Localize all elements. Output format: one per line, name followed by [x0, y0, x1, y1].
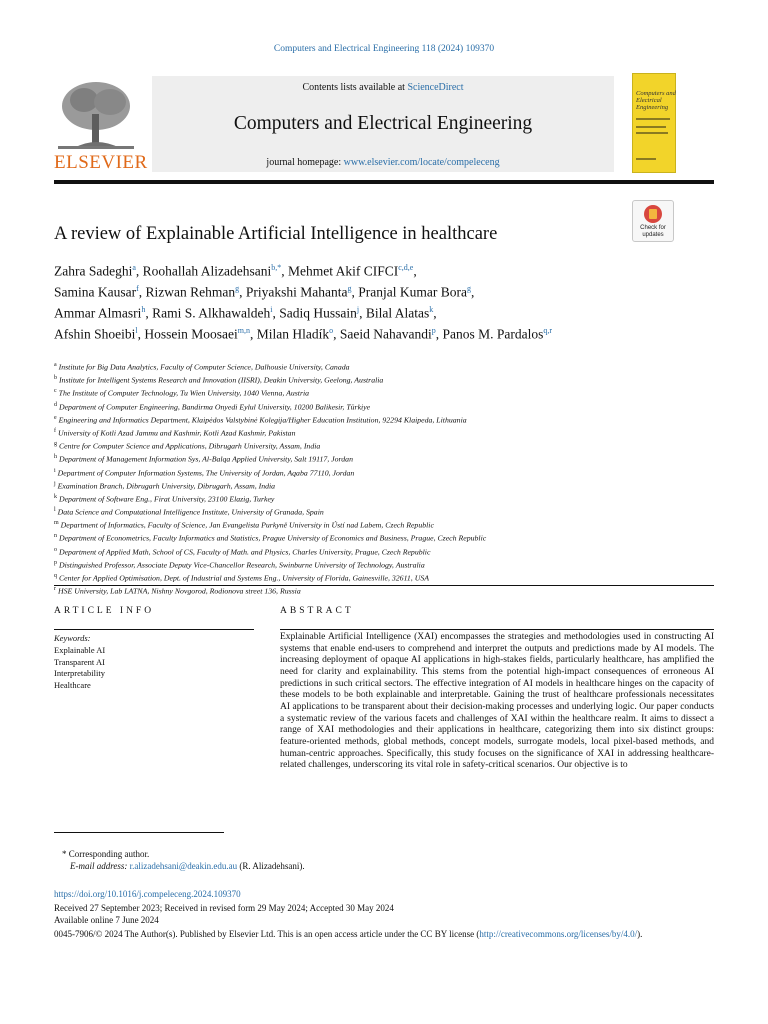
affiliation-item — [54, 439, 714, 452]
author-name[interactable]: Samina Kausar — [54, 284, 137, 300]
author-affiliation-marker[interactable]: q,r — [543, 326, 552, 336]
affiliation-text: Examination Branch, Dibrugarh University, Dibrugarh, Assam, India — [57, 481, 276, 491]
author-affiliation-marker[interactable]: o — [329, 326, 334, 336]
author-name[interactable]: Mehmet Akif CIFCI — [288, 263, 399, 279]
author-list: Zahra Sadeghi$^a$, Roohallah Alizadehsani$^{b,*}$, Mehmet Akif CIFCI$^{c,d,e}$, Samina Kausar$^f$, Rizwan Rehman$^g$, Priyakshi Mahanta$^g$, Pranjal Kumar Bora$^g$, Ammar Almasri$^h$, Rami S. Alkhawaldeh$^i$, Sadiq Hussain$^j$, Bilal Alatas$^k$, Afshin Shoeibi$^l$, Hossein Moosaei$^{m,n}$, Milan Hladík$^o$, Saeid Nahavandi$^p$, Panos M. Pardalos$^{q,r}$ — [54, 263, 552, 342]
check-for-updates-badge[interactable] — [632, 200, 674, 242]
author-name[interactable]: Rizwan Rehman — [145, 284, 236, 300]
contents-line — [152, 82, 614, 93]
article-info-heading: ARTICLE INFO — [54, 606, 155, 616]
affiliation-marker: n — [54, 533, 57, 540]
affiliation-item — [54, 518, 714, 531]
paper-title: A review of Explainable Artificial Intelligence in healthcare — [54, 224, 498, 244]
header-rule — [54, 180, 714, 184]
affiliation-text: Department of Applied Math, School of CS, Faculty of Math. and Physics, Charles University, Prague, Czech Republic — [58, 547, 431, 557]
license-prefix: 0045-7906/© 2024 The Author(s). Published by Elsevier Ltd. This is an open access article under the CC BY license ( — [54, 929, 480, 939]
affiliation-text: Department of Econometrics, Faculty Informatics and Statistics, Prague University of Economics and Business, Prague, Czech Republic — [58, 534, 487, 544]
author-affiliation-marker[interactable]: p — [431, 326, 436, 336]
affiliation-item — [54, 479, 714, 492]
doi-link[interactable]: https://doi.org/10.1016/j.compeleceng.2024.109370 — [54, 889, 241, 899]
affiliation-text: Department of Software Eng., Firat University, 23100 Elazig, Turkey — [58, 494, 275, 504]
author-name[interactable]: Panos M. Pardalos — [442, 326, 544, 342]
sciencedirect-link[interactable]: ScienceDirect — [407, 82, 464, 93]
affiliation-list — [54, 360, 714, 597]
author-affiliation-marker[interactable]: f — [136, 284, 139, 294]
affiliation-marker: a — [54, 362, 57, 368]
affiliation-marker: g — [54, 441, 57, 448]
author-name[interactable]: Saeid Nahavandi — [339, 326, 432, 342]
affiliation-item — [54, 505, 714, 518]
author-affiliation-marker[interactable]: m,n — [237, 326, 250, 336]
available-online-date: Available online 7 June 2024 — [54, 915, 159, 925]
author-affiliation-marker[interactable]: b,* — [271, 263, 282, 272]
affiliation-text: Data Science and Computational Intelligence Institute, University of Granada, Spain — [57, 507, 324, 517]
affiliation-item — [54, 558, 714, 571]
affiliation-marker: o — [54, 546, 57, 553]
keywords-label: Keywords: — [54, 633, 91, 643]
affiliation-marker: m — [54, 520, 59, 527]
email-line — [54, 860, 305, 872]
author-name[interactable]: Afshin Shoeibi — [54, 326, 136, 342]
author-affiliation-marker[interactable]: g — [235, 284, 240, 294]
dates-block — [54, 902, 394, 926]
email-label: E-mail address: — [70, 861, 130, 871]
keyword-item: Interpretability — [54, 668, 105, 679]
author-affiliation-marker[interactable]: a — [132, 263, 136, 272]
affiliation-marker: r — [54, 586, 56, 593]
journal-name: Computers and Electrical Engineering — [233, 113, 533, 134]
elsevier-wordmark: ELSEVIER — [54, 152, 148, 173]
keywords-block — [54, 633, 105, 692]
author-name[interactable]: Zahra Sadeghi — [54, 263, 133, 279]
affiliation-item — [54, 413, 714, 426]
affiliation-marker: i — [54, 467, 56, 474]
tree-logo-icon — [54, 78, 138, 154]
affiliation-marker: e — [54, 414, 57, 421]
author-affiliation-marker[interactable]: c,d,e — [398, 263, 414, 272]
cover-title: Computers and Electrical Engineering — [636, 90, 676, 111]
affiliation-text: Center for Applied Optimisation, Dept. of Industrial and Systems Eng., University of Florida, Gainesville, 32611, USA — [58, 573, 429, 583]
affiliation-item — [54, 531, 714, 544]
affiliation-text: Institute for Big Data Analytics, Faculty of Computer Science, Dalhousie University, Canada — [58, 362, 350, 372]
author-affiliation-marker[interactable]: j — [356, 305, 360, 315]
affiliation-item — [54, 584, 714, 597]
author-affiliation-marker[interactable]: k — [429, 305, 434, 315]
affiliation-marker: c — [54, 388, 57, 395]
affiliation-item — [54, 571, 714, 584]
license-suffix: ). — [637, 929, 643, 939]
keyword-item: Explainable AI — [54, 644, 106, 655]
affiliation-text: Department of Computer Information Systems, The University of Jordan, Aqaba 77110, Jordan — [57, 468, 355, 478]
affiliation-text: University of Kotli Azad Jammu and Kashmir, Kotli Azad Kashmir, Pakistan — [57, 428, 296, 438]
author-affiliation-marker[interactable]: g — [466, 284, 471, 294]
author-name[interactable]: Hossein Moosaei — [144, 326, 238, 342]
affiliation-text: Department of Management Information Sys, Al-Balqa Applied University, Salt 19117, Jordan — [58, 454, 353, 464]
keyword-item: Transparent AI — [54, 656, 105, 667]
affiliation-item — [54, 545, 714, 558]
author-name[interactable]: Bilal Alatas — [365, 305, 430, 321]
abstract-text: Explainable Artificial Intelligence (XAI) encompasses the strategies and methodologies used in constructing AI systems that enable end-users to comprehend and interpret the outputs and predictions made by AI models. The increasing deployment of opaque AI applications in high-stakes fields, particularly healthcare, has amplified the need for clarity and explainability. This stems from the potential high-impact consequences of erroneous AI predictions in such critical sectors. The effective integration of AI models in healthcare hinges on the capacity of these models to be both explainable and interpretable. Gaining the trust of healthcare professionals necessitates AI applications to be transparent about their decision-making processes and underlying logic. Our paper conducts a systematic review of the various facets and challenges of XAI within the healthcare realm. It aims to dissect a range of XAI methodologies and their applications in healthcare, categorizing them into six distinct groups: feature-oriented methods, global methods, concept models, surrogate models, local pixel-based methods, and human-centric approaches. Specifically, this study focuses on the significance of XAI in addressing healthcare-related challenges, underscoring its vital role in safety-critical scenarios. Our objective is to — [280, 632, 714, 771]
affiliation-item — [54, 426, 714, 439]
email-link[interactable]: r.alizadehsani@deakin.edu.au — [129, 861, 238, 871]
affiliation-text: The Institute of Computer Technology, Tu Wien University, 1040 Vienna, Austria — [58, 388, 310, 398]
affiliation-text: Department of Computer Engineering, Bandirma Onyedi Eylul University, 10200 Balikesir, Türkiye — [58, 402, 371, 412]
abstract-heading: ABSTRACT — [280, 606, 354, 616]
badge-label: Check for updates — [640, 225, 666, 238]
affiliation-text: Institute for Intelligent Systems Research and Innovation (IISRI), Deakin University, Geelong, Australia — [58, 375, 384, 385]
corresponding-author-note: * Corresponding author. — [62, 849, 150, 859]
author-name[interactable]: Roohallah Alizadehsani — [142, 263, 272, 279]
author-name[interactable]: Milan Hladík — [256, 326, 330, 342]
affiliation-marker: d — [54, 401, 57, 408]
abstract-rule — [280, 629, 714, 630]
affiliation-marker: q — [54, 573, 57, 579]
keyword-item: Healthcare — [54, 680, 91, 691]
affiliation-marker: j — [54, 480, 56, 487]
affiliation-marker: b — [54, 375, 57, 382]
author-name[interactable]: Priyakshi Mahanta — [245, 284, 348, 300]
affiliation-item — [54, 400, 714, 413]
homepage-line — [152, 157, 614, 168]
affiliation-marker: f — [54, 427, 56, 434]
journal-citation-link[interactable]: Computers and Electrical Engineering 118 (2024) 109370 — [273, 44, 495, 54]
author-affiliation-marker[interactable]: i — [270, 305, 273, 315]
contents-prefix: Contents lists available at — [302, 82, 408, 93]
journal-header — [152, 76, 614, 172]
footnote-rule — [54, 832, 224, 833]
homepage-prefix: journal homepage: — [266, 157, 344, 168]
affiliation-text: Distinguished Professor, Associate Deputy Vice-Chancellor Research, Swinburne University of Technology, Australia — [58, 560, 425, 570]
author-affiliation-marker[interactable]: l — [135, 326, 138, 336]
section-divider — [54, 585, 714, 586]
affiliation-text: Centre for Computer Science and Applications, Dibrugarh University, Assam, India — [58, 441, 321, 451]
author-name[interactable]: Ammar Almasri — [54, 305, 142, 321]
author-name[interactable]: Sadiq Hussain — [279, 305, 357, 321]
affiliation-text: Department of Informatics, Faculty of Science, Jan Evangelista Purkyně University in Ústí nad Labem, Czech Republic — [60, 520, 434, 530]
author-name[interactable]: Pranjal Kumar Bora — [358, 284, 467, 300]
license-text — [54, 928, 714, 940]
affiliation-item — [54, 452, 714, 465]
affiliation-marker: h — [54, 454, 57, 461]
email-suffix: (R. Alizadehsani). — [237, 861, 305, 871]
affiliation-text: HSE University, Lab LATNA, Nishny Novgorod, Rodionova street 136, Russia — [57, 586, 301, 596]
affiliation-item — [54, 492, 714, 505]
affiliation-item — [54, 360, 714, 373]
journal-cover-thumbnail[interactable] — [632, 73, 676, 173]
author-affiliation-marker[interactable]: h — [141, 305, 146, 315]
license-link[interactable]: http://creativecommons.org/licenses/by/4.0/ — [479, 929, 638, 939]
journal-homepage-link[interactable]: www.elsevier.com/locate/compeleceng — [343, 157, 500, 168]
footnote — [54, 848, 305, 872]
affiliation-item — [54, 386, 714, 399]
affiliation-marker: l — [54, 507, 56, 514]
affiliation-item — [54, 373, 714, 386]
author-name[interactable]: Rami S. Alkhawaldeh — [152, 305, 271, 321]
affiliation-item — [54, 466, 714, 479]
affiliation-marker: k — [54, 493, 57, 500]
author-affiliation-marker[interactable]: g — [347, 284, 352, 294]
received-dates: Received 27 September 2023; Received in revised form 29 May 2024; Accepted 30 May 2024 — [54, 903, 394, 913]
affiliation-marker: p — [54, 559, 57, 566]
affiliation-text: Engineering and Informatics Department, Klaipėdos Valstybinė Kolegija/Higher Education Institution, 92294 Klaipeda, Lithuania — [58, 415, 467, 425]
article-info-rule — [54, 629, 254, 630]
elsevier-logo — [54, 78, 148, 174]
